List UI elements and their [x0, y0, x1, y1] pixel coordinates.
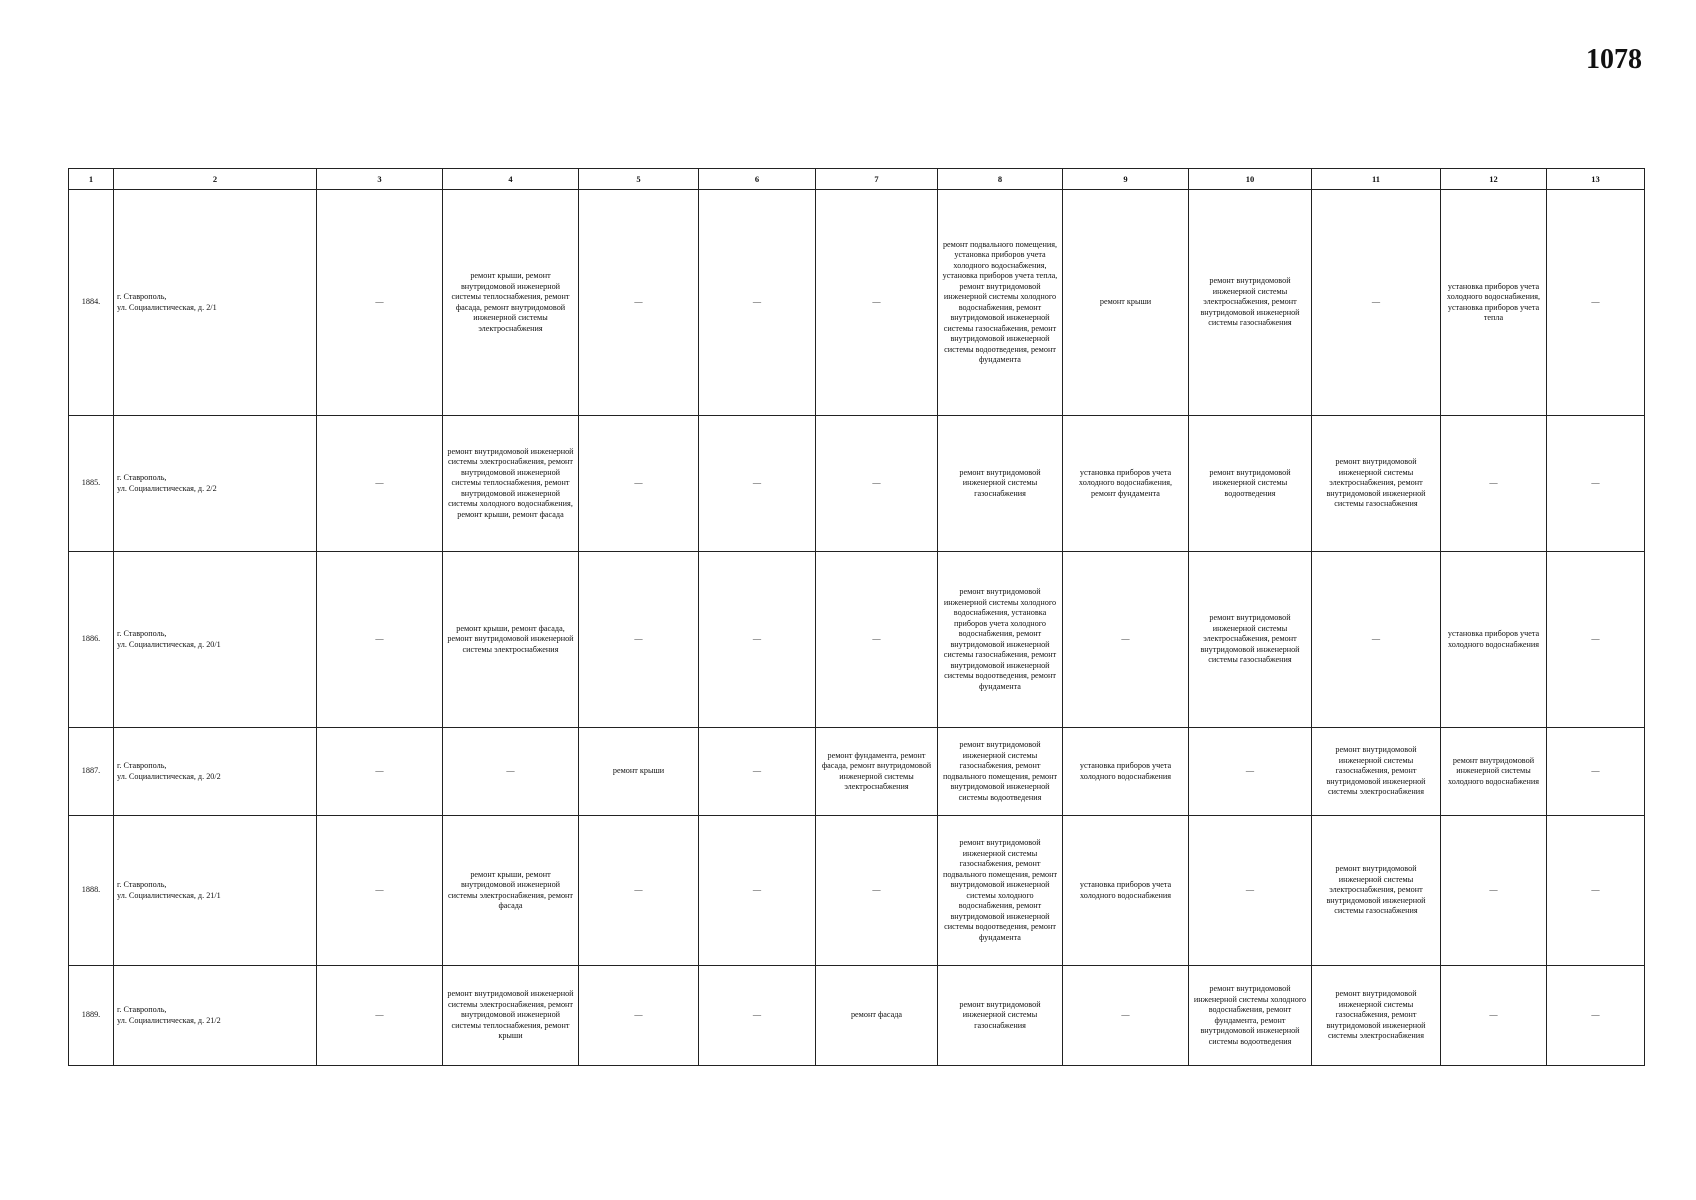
- column-number: 6: [699, 169, 816, 190]
- address-cell: г. Ставрополь, ул. Социалистическая, д. 2/1: [114, 190, 317, 416]
- work-cell: —: [699, 416, 816, 552]
- work-cell: установка приборов учета холодного водоснабжения, установка приборов учета тепла: [1441, 190, 1547, 416]
- work-cell: —: [1312, 190, 1441, 416]
- work-cell: ремонт подвального помещения, установка приборов учета холодного водоснабжения, установка приборов учета тепла, ремонт внутридомовой инженерной системы холодного водоснабжения, ремонт внутридомовой инженерной системы газоснабжения, ремонт внутридомовой инженерной системы водоотведения, ремонт фундамента: [938, 190, 1063, 416]
- work-cell: —: [1441, 816, 1547, 966]
- work-cell: —: [1547, 552, 1645, 728]
- row-number-cell: 1886.: [69, 552, 114, 728]
- column-number: 10: [1189, 169, 1312, 190]
- column-number: 1: [69, 169, 114, 190]
- work-cell: —: [816, 816, 938, 966]
- address-cell: г. Ставрополь, ул. Социалистическая, д. 20/2: [114, 728, 317, 816]
- work-cell: ремонт крыши, ремонт внутридомовой инженерной системы теплоснабжения, ремонт фасада, ремонт внутридомовой инженерной системы электроснабжения: [443, 190, 579, 416]
- work-cell: —: [699, 190, 816, 416]
- address-cell: г. Ставрополь, ул. Социалистическая, д. 21/1: [114, 816, 317, 966]
- column-number: 5: [579, 169, 699, 190]
- work-cell: ремонт крыши: [579, 728, 699, 816]
- work-cell: —: [1189, 728, 1312, 816]
- work-cell: —: [816, 416, 938, 552]
- table-row: [69, 416, 1645, 552]
- work-cell: —: [699, 552, 816, 728]
- row-number-cell: 1889.: [69, 966, 114, 1066]
- work-cell: —: [317, 816, 443, 966]
- column-number: 4: [443, 169, 579, 190]
- work-cell: —: [1063, 966, 1189, 1066]
- works-table: [68, 168, 1645, 1066]
- table-row: [69, 816, 1645, 966]
- work-cell: установка приборов учета холодного водоснабжения, ремонт фундамента: [1063, 416, 1189, 552]
- work-cell: ремонт внутридомовой инженерной системы холодного водоснабжения, установка приборов учета холодного водоснабжения, ремонт внутридомовой инженерной системы газоснабжения, ремонт внутридомовой инженерной системы водоотведения, ремонт фундамента: [938, 552, 1063, 728]
- work-cell: —: [1441, 416, 1547, 552]
- work-cell: —: [317, 728, 443, 816]
- work-cell: ремонт внутридомовой инженерной системы холодного водоснабжения: [1441, 728, 1547, 816]
- row-number-cell: 1885.: [69, 416, 114, 552]
- work-cell: —: [1441, 966, 1547, 1066]
- work-cell: —: [816, 552, 938, 728]
- work-cell: ремонт внутридомовой инженерной системы водоотведения: [1189, 416, 1312, 552]
- address-cell: г. Ставрополь, ул. Социалистическая, д. 20/1: [114, 552, 317, 728]
- page-number: 1078: [1586, 44, 1642, 75]
- work-cell: установка приборов учета холодного водоснабжения: [1063, 816, 1189, 966]
- work-cell: ремонт внутридомовой инженерной системы электроснабжения, ремонт внутридомовой инженерной системы газоснабжения: [1312, 416, 1441, 552]
- work-cell: —: [699, 966, 816, 1066]
- column-number: 7: [816, 169, 938, 190]
- work-cell: —: [579, 966, 699, 1066]
- column-number: 11: [1312, 169, 1441, 190]
- work-cell: —: [699, 728, 816, 816]
- work-cell: —: [317, 966, 443, 1066]
- column-number-row: [69, 169, 1645, 190]
- table-row: [69, 966, 1645, 1066]
- work-cell: ремонт крыши, ремонт внутридомовой инженерной системы электроснабжения, ремонт фасада: [443, 816, 579, 966]
- work-cell: установка приборов учета холодного водоснабжения: [1441, 552, 1547, 728]
- work-cell: —: [1547, 728, 1645, 816]
- work-cell: ремонт внутридомовой инженерной системы газоснабжения, ремонт подвального помещения, ремонт внутридомовой инженерной системы холодного водоснабжения, ремонт внутридомовой инженерной системы водоотведения, ремонт фундамента: [938, 816, 1063, 966]
- work-cell: ремонт внутридомовой инженерной системы электроснабжения, ремонт внутридомовой инженерной системы теплоснабжения, ремонт крыши: [443, 966, 579, 1066]
- work-cell: —: [1547, 416, 1645, 552]
- work-cell: —: [1189, 816, 1312, 966]
- work-cell: —: [579, 190, 699, 416]
- column-number: 3: [317, 169, 443, 190]
- row-number-cell: 1887.: [69, 728, 114, 816]
- work-cell: ремонт внутридомовой инженерной системы холодного водоснабжения, ремонт фундамента, ремонт внутридомовой инженерной системы водоотведения: [1189, 966, 1312, 1066]
- work-cell: —: [816, 190, 938, 416]
- work-cell: ремонт внутридомовой инженерной системы электроснабжения, ремонт внутридомовой инженерной системы газоснабжения: [1189, 190, 1312, 416]
- row-number-cell: 1888.: [69, 816, 114, 966]
- table-row: [69, 552, 1645, 728]
- row-number-cell: 1884.: [69, 190, 114, 416]
- work-cell: —: [317, 416, 443, 552]
- work-cell: ремонт внутридомовой инженерной системы газоснабжения: [938, 416, 1063, 552]
- work-cell: —: [443, 728, 579, 816]
- work-cell: ремонт внутридомовой инженерной системы газоснабжения, ремонт внутридомовой инженерной системы электроснабжения: [1312, 728, 1441, 816]
- work-cell: ремонт внутридомовой инженерной системы газоснабжения, ремонт подвального помещения, ремонт внутридомовой инженерной системы водоотведения: [938, 728, 1063, 816]
- column-number: 12: [1441, 169, 1547, 190]
- work-cell: ремонт внутридомовой инженерной системы газоснабжения, ремонт внутридомовой инженерной системы электроснабжения: [1312, 966, 1441, 1066]
- work-cell: —: [699, 816, 816, 966]
- table-row: [69, 190, 1645, 416]
- work-cell: ремонт внутридомовой инженерной системы электроснабжения, ремонт внутридомовой инженерной системы теплоснабжения, ремонт внутридомовой инженерной системы холодного водоснабжения, ремонт крыши, ремонт фасада: [443, 416, 579, 552]
- work-cell: —: [1063, 552, 1189, 728]
- work-cell: —: [317, 552, 443, 728]
- work-cell: —: [1547, 190, 1645, 416]
- work-cell: ремонт крыши, ремонт фасада, ремонт внутридомовой инженерной системы электроснабжения: [443, 552, 579, 728]
- work-cell: —: [579, 816, 699, 966]
- work-cell: —: [317, 190, 443, 416]
- address-cell: г. Ставрополь, ул. Социалистическая, д. 21/2: [114, 966, 317, 1066]
- work-cell: —: [1547, 966, 1645, 1066]
- column-number: 13: [1547, 169, 1645, 190]
- column-number: 9: [1063, 169, 1189, 190]
- work-cell: —: [579, 416, 699, 552]
- work-cell: установка приборов учета холодного водоснабжения: [1063, 728, 1189, 816]
- work-cell: —: [1312, 552, 1441, 728]
- work-cell: —: [1547, 816, 1645, 966]
- address-cell: г. Ставрополь, ул. Социалистическая, д. 2/2: [114, 416, 317, 552]
- work-cell: ремонт фасада: [816, 966, 938, 1066]
- work-cell: ремонт внутридомовой инженерной системы электроснабжения, ремонт внутридомовой инженерной системы газоснабжения: [1312, 816, 1441, 966]
- work-cell: —: [579, 552, 699, 728]
- work-cell: ремонт внутридомовой инженерной системы электроснабжения, ремонт внутридомовой инженерной системы газоснабжения: [1189, 552, 1312, 728]
- work-cell: ремонт фундамента, ремонт фасада, ремонт внутридомовой инженерной системы электроснабжения: [816, 728, 938, 816]
- column-number: 2: [114, 169, 317, 190]
- column-number: 8: [938, 169, 1063, 190]
- table-body: [69, 190, 1645, 1066]
- work-cell: ремонт крыши: [1063, 190, 1189, 416]
- table-row: [69, 728, 1645, 816]
- work-cell: ремонт внутридомовой инженерной системы газоснабжения: [938, 966, 1063, 1066]
